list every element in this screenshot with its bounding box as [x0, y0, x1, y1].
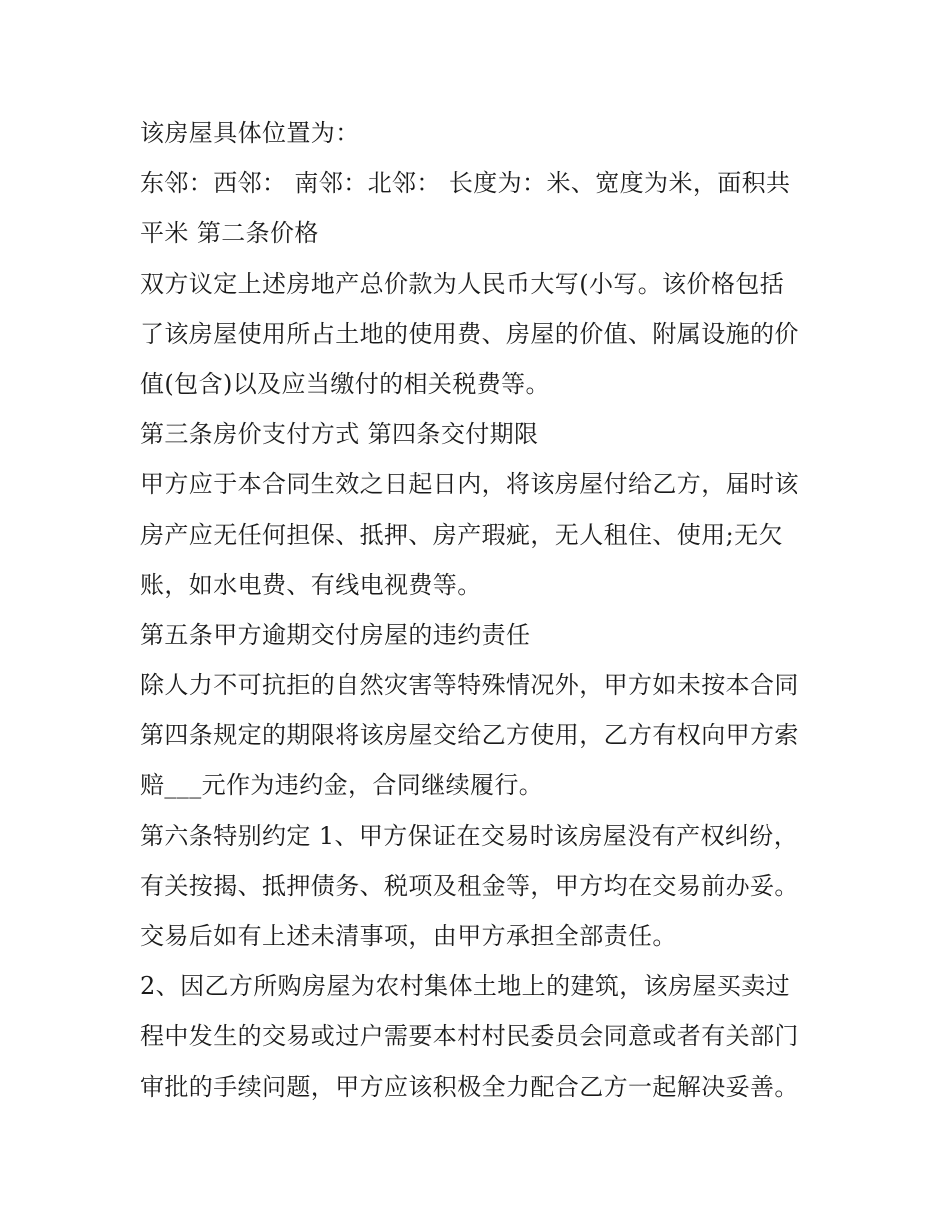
text-line: 赔___元作为违约金，合同继续履行。	[140, 771, 544, 800]
text-line: 交易后如有上述未清事项，由甲方承担全部责任。	[140, 922, 677, 950]
text-line: 第六条特别约定 1、甲方保证在交易时该房屋没有产权纠纷，	[140, 821, 799, 850]
text-line: 房产应无任何担保、抵押、房产瑕疵，无人租住、使用;无欠	[140, 520, 783, 549]
text-line: 账，如水电费、有线电视费等。	[140, 570, 482, 599]
text-line: 程中发生的交易或过户需要本村村民委员会同意或者有关部门	[140, 1022, 799, 1051]
text-line: 有关按揭、抵押债务、税项及租金等，甲方均在交易前办妥。	[140, 871, 799, 900]
text-line: 第五条甲方逾期交付房屋的违约责任	[140, 620, 531, 649]
text-line: 第三条房价支付方式 第四条交付期限	[140, 420, 539, 449]
text-line: 值(包含)以及应当缴付的相关税费等。	[140, 369, 550, 398]
text-line: 该房屋具体位置为：	[140, 119, 360, 147]
text-line: 甲方应于本合同生效之日起日内，将该房屋付给乙方，届时该	[140, 470, 799, 499]
text-line: 第四条规定的期限将该房屋交给乙方使用，乙方有权向甲方索	[140, 721, 799, 750]
text-line: 东邻：西邻： 南邻：北邻： 长度为：米、宽度为米，面积共	[140, 169, 791, 198]
text-line: 平米 第二条价格	[140, 219, 319, 248]
text-line: 审批的手续问题，甲方应该积极全力配合乙方一起解决妥善。	[140, 1072, 799, 1101]
text-line: 双方议定上述房地产总价款为人民币大写(小写。该价格包括	[140, 269, 785, 298]
text-line: 了该房屋使用所占土地的使用费、房屋的价值、附属设施的价	[140, 319, 799, 348]
document-body	[140, 108, 830, 1112]
text-line: 除人力不可抗拒的自然灾害等特殊情况外，甲方如未按本合同	[140, 671, 799, 700]
text-line: 2、因乙方所购房屋为农村集体土地上的建筑，该房屋买卖过	[140, 972, 791, 1001]
